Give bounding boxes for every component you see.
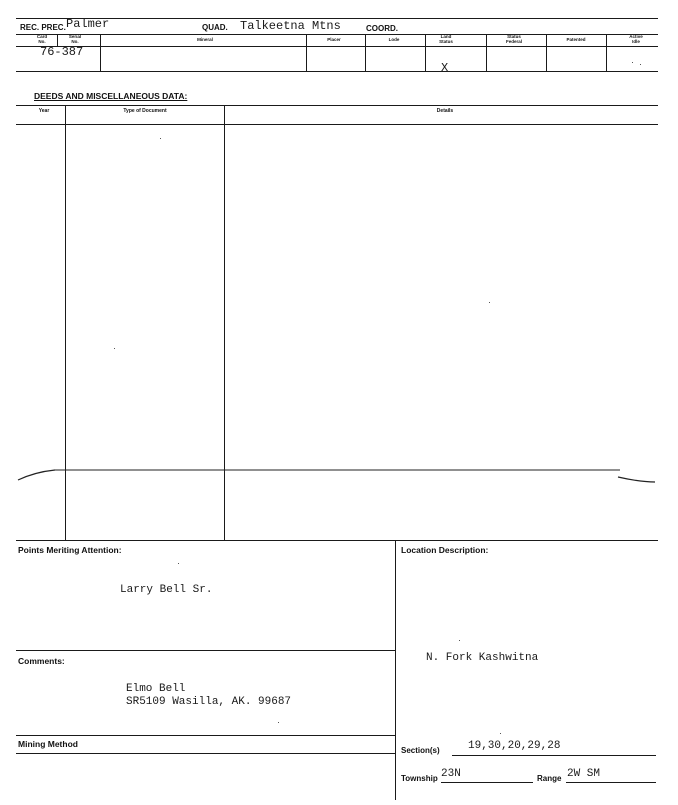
col-patented: Patented bbox=[566, 37, 586, 42]
col-placer: Placer bbox=[327, 37, 341, 42]
col-year: Year bbox=[38, 108, 50, 114]
comments-top-rule bbox=[16, 650, 395, 651]
mining-bottom-rule bbox=[16, 753, 395, 754]
comments-line-1: Elmo Bell bbox=[126, 683, 186, 695]
hdr-div-2 bbox=[100, 34, 101, 71]
points-meriting-attention-label: Points Meriting Attention: bbox=[18, 545, 122, 555]
speck bbox=[640, 64, 641, 65]
mining-method-label: Mining Method bbox=[18, 739, 78, 749]
hdr-div-5 bbox=[425, 34, 426, 71]
col-active-idle: Active Idle bbox=[629, 34, 643, 44]
location-description-label: Location Description: bbox=[401, 545, 489, 555]
hdr-div-1 bbox=[57, 34, 58, 47]
speck bbox=[489, 302, 490, 303]
header-row-rule bbox=[16, 34, 658, 35]
col-card-no: Card No. bbox=[36, 34, 48, 44]
col-type-of-document: Type of Document bbox=[123, 108, 167, 114]
section-underline bbox=[452, 755, 656, 756]
header-label-rule bbox=[16, 46, 658, 47]
col-serial-no: Serial No. bbox=[68, 34, 82, 44]
coord-label: COORD. bbox=[366, 24, 398, 33]
section-value: 19,30,20,29,28 bbox=[468, 740, 561, 752]
hdr-div-3 bbox=[306, 34, 307, 71]
speck bbox=[114, 348, 115, 349]
deeds-top-rule bbox=[16, 105, 658, 106]
hdr-div-7 bbox=[546, 34, 547, 71]
hdr-div-6 bbox=[486, 34, 487, 71]
range-value: 2W SM bbox=[567, 768, 601, 780]
card-serial-value: 76-387 bbox=[40, 45, 84, 59]
land-status-mark: X bbox=[441, 61, 449, 75]
col-land-status: Land Status bbox=[439, 34, 453, 44]
deeds-bottom-rule bbox=[16, 540, 658, 541]
col-status-federal: Status Federal bbox=[505, 34, 522, 44]
township-label: Township bbox=[401, 774, 438, 783]
comments-line-2: SR5109 Wasilla, AK. 99687 bbox=[126, 696, 292, 708]
speck bbox=[459, 640, 460, 641]
quad-label: QUAD. bbox=[202, 23, 228, 32]
speck bbox=[160, 138, 161, 139]
range-label: Range bbox=[537, 774, 562, 783]
col-details: Details bbox=[436, 108, 454, 114]
col-lode: Lode bbox=[388, 37, 400, 42]
township-underline bbox=[441, 782, 533, 783]
hdr-div-4 bbox=[365, 34, 366, 71]
col-mineral: Mineral bbox=[197, 37, 213, 42]
lower-center-divider bbox=[395, 540, 396, 800]
quad-value: Talkeetna Mtns bbox=[240, 19, 341, 33]
range-underline bbox=[566, 782, 656, 783]
hdr-div-8 bbox=[606, 34, 607, 71]
rec-prec-label: REC. PREC. bbox=[20, 23, 66, 32]
speck bbox=[278, 722, 279, 723]
fold-crease bbox=[0, 460, 678, 490]
rec-prec-value: Palmer bbox=[66, 17, 110, 31]
speck bbox=[178, 563, 179, 564]
township-value: 23N bbox=[441, 768, 461, 780]
speck bbox=[632, 62, 633, 63]
header-bottom-rule bbox=[16, 71, 658, 72]
speck bbox=[500, 733, 501, 734]
deeds-section-title: DEEDS AND MISCELLANEOUS DATA: bbox=[34, 91, 188, 101]
points-meriting-attention-value: Larry Bell Sr. bbox=[120, 584, 213, 596]
comments-label: Comments: bbox=[18, 656, 65, 666]
deeds-header-rule bbox=[16, 124, 658, 125]
mining-top-rule bbox=[16, 735, 395, 736]
location-description-value: N. Fork Kashwitna bbox=[426, 652, 539, 664]
section-label: Section(s) bbox=[401, 746, 440, 755]
